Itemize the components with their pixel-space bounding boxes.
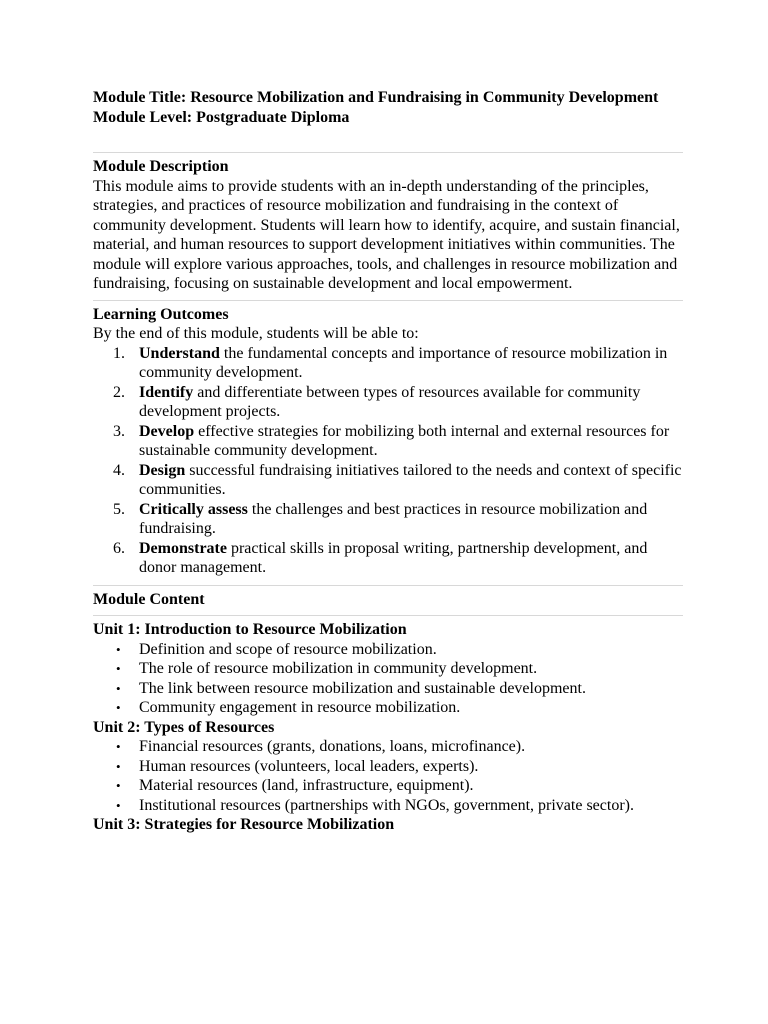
outcome-keyword: Design (139, 461, 186, 479)
bullet-icon: • (116, 797, 121, 813)
bullet-icon: • (116, 758, 121, 774)
list-item: • Community engagement in resource mobilization. (116, 699, 461, 716)
bullet-icon: • (116, 778, 121, 793)
unit2-title: Unit 2: Types of Resources (93, 718, 275, 736)
bullet-icon: • (116, 661, 121, 676)
outcome-text: and differentiate between types of resources available for community development projects. (139, 383, 641, 420)
outcome-keyword: Understand (139, 344, 220, 362)
bullet-icon: • (116, 739, 121, 754)
list-item: • Material resources (land, infrastructure, equipment). (116, 777, 474, 794)
list-item: • Financial resources (grants, donations, loans, microfinance). (116, 738, 526, 755)
outcome-text: effective strategies for mobilizing both internal and external resources for sustainable community development. (139, 422, 670, 459)
outcomes-list (93, 344, 683, 578)
bullet-icon: • (116, 700, 121, 715)
outcome-keyword: Demonstrate (139, 539, 227, 557)
list-item: • The link between resource mobilization and sustainable development. (116, 679, 586, 697)
content-heading: Module Content (93, 590, 205, 608)
document-body (93, 88, 683, 835)
module-title: Module Title: Resource Mobilization and Fundraising in Community Development (93, 89, 659, 106)
description-text: This module aims to provide students with an in-depth understanding of the principles, strategies, and practices of resource mobilization and fundraising in the context of community development. Students will learn how to identify, acquire, and sustain financial, material, and human resources to support development initiatives within communities. The module will explore various approaches, tools, and challenges in resource mobilization and fundraising, focusing on sustainable development and local empowerment. (93, 177, 680, 292)
list-item: • Human resources (volunteers, local leaders, experts). (116, 757, 479, 775)
module-level: Module Level: Postgraduate Diploma (93, 108, 350, 126)
unit2-list (93, 737, 683, 815)
list-item (93, 344, 683, 383)
list-number: 3. (113, 422, 125, 440)
outcome-text: practical skills in proposal writing, partnership development, and donor management. (139, 539, 648, 576)
unit1-list (93, 640, 683, 718)
list-item (93, 461, 683, 500)
outcome-keyword: Identify (139, 383, 194, 401)
list-item (93, 422, 683, 461)
list-number: 6. (113, 539, 125, 557)
list-item: • Definition and scope of resource mobilization. (116, 640, 437, 658)
list-item (93, 500, 683, 539)
list-item: • The role of resource mobilization in community development. (116, 660, 538, 677)
bullet-icon: • (116, 641, 121, 657)
list-number: 2. (113, 383, 125, 401)
list-number: 5. (113, 500, 125, 518)
list-item (93, 383, 683, 422)
description-heading: Module Description (93, 158, 229, 175)
unit1-title: Unit 1: Introduction to Resource Mobilization (93, 621, 407, 638)
list-item: • Institutional resources (partnerships with NGOs, government, private sector). (116, 796, 634, 814)
outcomes-intro: By the end of this module, students will be able to: (93, 325, 419, 342)
outcome-text: the fundamental concepts and importance of resource mobilization in community development. (139, 344, 668, 381)
outcome-text: successful fundraising initiatives tailored to the needs and context of specific communities. (139, 461, 682, 498)
bullet-icon: • (116, 680, 121, 696)
outcome-keyword: Develop (139, 422, 195, 440)
list-number: 4. (113, 461, 125, 479)
outcome-text: the challenges and best practices in resource mobilization and fundraising. (139, 500, 648, 537)
outcomes-heading: Learning Outcomes (93, 305, 229, 323)
unit3-title: Unit 3: Strategies for Resource Mobilization (93, 816, 395, 833)
list-number: 1. (113, 344, 125, 362)
list-item (93, 539, 683, 578)
outcome-keyword: Critically assess (139, 500, 248, 518)
